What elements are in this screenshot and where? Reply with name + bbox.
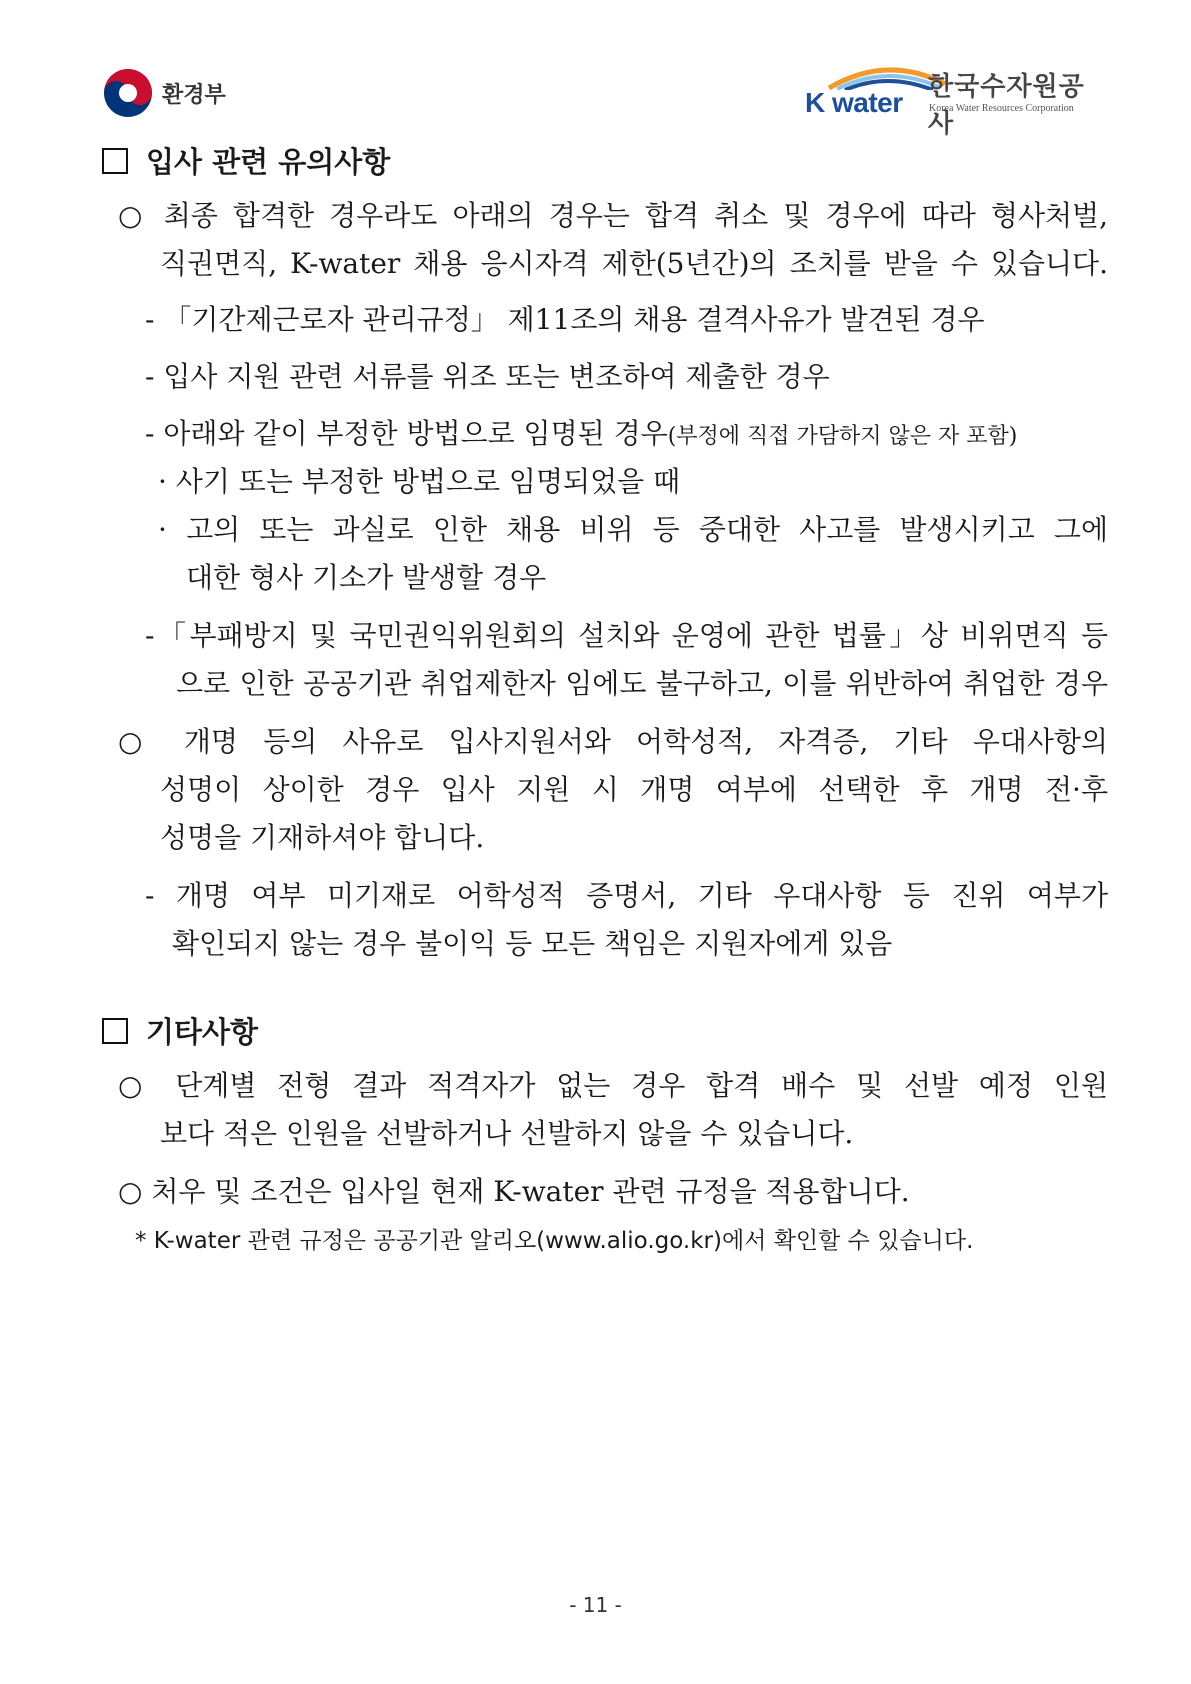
kwater-korean-name: 한국수자원공사 xyxy=(928,72,1085,139)
ministry-of-environment-logo xyxy=(102,65,226,121)
paragraph-line: 보다 적은 인원을 선발하거나 선발하지 않을 수 있습니다. xyxy=(160,1117,854,1150)
dash-item-note: (부정에 직접 가담하지 않은 자 포함) xyxy=(667,424,1018,449)
dash-item: -「부패방지 및 국민권익위원회의 설치와 운영에 관한 법률」상 비위면직 등 xyxy=(145,619,1108,652)
kwater-brand: K water xyxy=(805,87,903,118)
checkbox-square-icon xyxy=(102,148,128,174)
paragraph-line: 성명이 상이한 경우 입사 지원 시 개명 여부에 선택한 후 개명 전·후 xyxy=(160,773,1108,806)
taegeuk-emblem-icon xyxy=(102,67,154,119)
bullet-item: · 사기 또는 부정한 방법으로 임명되었을 때 xyxy=(158,465,681,498)
dash-item xyxy=(145,410,1017,461)
dash-item: - 「기간제근로자 관리규정」 제11조의 채용 결격사유가 발견된 경우 xyxy=(145,303,985,336)
section-title: 기타사항 xyxy=(146,1015,259,1049)
kwater-english-name: Korea Water Resources Corporation xyxy=(929,103,1074,114)
dash-item-cont: 확인되지 않는 경우 불이익 등 모든 책임은 지원자에게 있음 xyxy=(172,927,893,960)
bullet-item-cont: 대한 형사 기소가 발생할 경우 xyxy=(186,561,547,594)
paragraph-line: ○ 개명 등의 사유로 입사지원서와 어학성적, 자격증, 기타 우대사항의 xyxy=(118,725,1108,758)
section-title: 입사 관련 유의사항 xyxy=(146,145,391,179)
paragraph-line: 성명을 기재하셔야 합니다. xyxy=(160,821,485,854)
bullet-item: · 고의 또는 과실로 인한 채용 비위 등 중대한 사고를 발생시키고 그에 xyxy=(158,513,1108,546)
kwater-logo xyxy=(805,60,1105,139)
paragraph-line: ○ 단계별 전형 결과 적격자가 없는 경우 합격 배수 및 선발 예정 인원 xyxy=(118,1069,1108,1102)
dash-item: - 입사 지원 관련 서류를 위조 또는 변조하여 제출한 경우 xyxy=(145,360,830,393)
paragraph-line: ○ 처우 및 조건은 입사일 현재 K-water 관련 규정을 적용합니다. xyxy=(118,1175,910,1208)
dash-item-text: - 아래와 같이 부정한 방법으로 임명된 경우 xyxy=(145,417,668,450)
dash-item: - 개명 여부 미기재로 어학성적 증명서, 기타 우대사항 등 진위 여부가 xyxy=(145,879,1108,912)
checkbox-square-icon xyxy=(102,1018,128,1044)
footnote: * K-water 관련 규정은 공공기관 알리오(www.alio.go.kr)에서 확인할 수 있습니다. xyxy=(135,1228,974,1254)
section-heading xyxy=(102,140,390,181)
dash-item-cont: 으로 인한 공공기관 취업제한자 임에도 불구하고, 이를 위반하여 취업한 경우 xyxy=(176,667,1108,700)
paragraph-line: ○ 최종 합격한 경우라도 아래의 경우는 합격 취소 및 경우에 따라 형사처벌, xyxy=(118,199,1108,232)
page-number: - 11 - xyxy=(569,1593,622,1617)
section-heading xyxy=(102,1010,258,1051)
paragraph-line: 직권면직, K-water 채용 응시자격 제한(5년간)의 조치를 받을 수 있습니다. xyxy=(160,247,1108,280)
ministry-name: 환경부 xyxy=(162,82,226,108)
